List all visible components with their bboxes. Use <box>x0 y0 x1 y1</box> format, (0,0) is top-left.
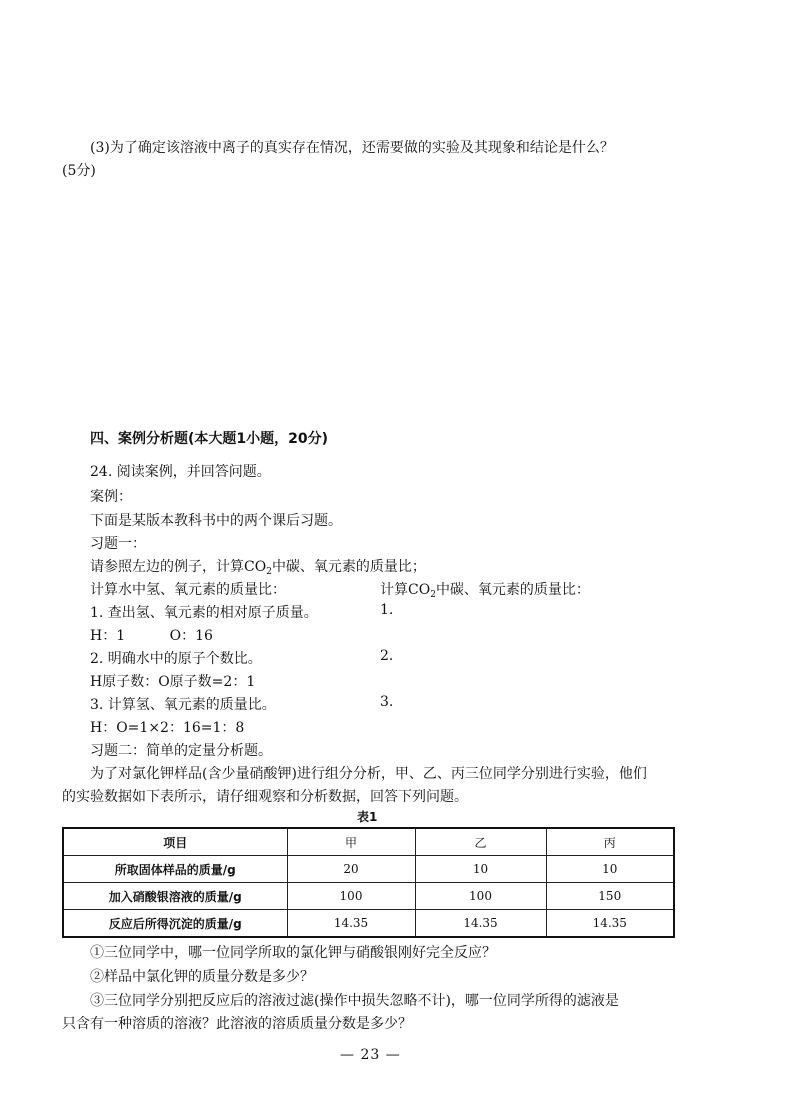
table-cell: 150 <box>546 883 674 910</box>
case-label: 案例： <box>90 489 132 505</box>
exercise-2-paragraph-line1: 为了对氯化钾样品(含少量硝酸钾)进行组分分析，甲、乙、丙三位同学分别进行实验，他们 <box>90 766 647 782</box>
question-3-line1: (3)为了确定该溶液中离子的真实存在情况，还需要做的实验及其现象和结论是什么？ <box>90 140 614 156</box>
example-heading: 计算水中氢、氧元素的质量比： <box>90 582 286 598</box>
table-cell-label: 所取固体样品的质量/g <box>63 856 287 883</box>
sub-question-3-line2: 只含有一种溶质的溶液？此溶液的溶质质量分数是多少？ <box>62 1016 412 1032</box>
page-number: — 23 — <box>340 1047 401 1063</box>
table-header-item: 项目 <box>63 828 287 856</box>
example-step-3: 3. 计算氢、氧元素的质量比。 <box>90 697 276 713</box>
case-intro: 下面是某版本教科书中的两个课后习题。 <box>90 513 342 529</box>
example-step-1: 1. 查出氢、氧元素的相对原子质量。 <box>90 605 318 621</box>
sub-question-2: ②样品中氯化钾的质量分数是多少？ <box>90 969 314 985</box>
practice-step-1: 1. <box>380 602 394 618</box>
table-cell-label: 反应后所得沉淀的质量/g <box>63 910 287 938</box>
table-row <box>63 883 674 910</box>
example-step-2-value: H原子数：O原子数=2：1 <box>90 674 256 690</box>
sub-question-1: ①三位同学中，哪一位同学所取的氯化钾与硝酸银刚好完全反应？ <box>90 945 496 961</box>
exercise-2-label: 习题二：简单的定量分析题。 <box>90 743 272 759</box>
table-cell: 100 <box>415 883 546 910</box>
practice-heading: 计算$CO_2$中碳、氧元素的质量比： <box>380 582 590 600</box>
table-header-row <box>63 828 674 856</box>
table-cell: 10 <box>415 856 546 883</box>
table-cell: 10 <box>546 856 674 883</box>
table-cell-label: 加入硝酸银溶液的质量/g <box>63 883 287 910</box>
data-table <box>62 827 675 938</box>
section-title: 四、案例分析题(本大题1小题，20分) <box>90 431 329 447</box>
table-row <box>63 910 674 938</box>
question-3-score: (5分) <box>62 163 96 179</box>
example-step-2: 2. 明确水中的原子个数比。 <box>90 651 262 667</box>
practice-step-2: 2. <box>380 648 394 664</box>
exercise-1-prompt: 请参照左边的例子，计算$CO_2$中碳、氧元素的质量比； <box>90 559 426 577</box>
table-header-bing: 丙 <box>546 828 674 856</box>
table-header-jia: 甲 <box>287 828 415 856</box>
exercise-1-label: 习题一： <box>90 536 146 552</box>
sub-question-3-line1: ③三位同学分别把反应后的溶液过滤(操作中损失忽略不计)，哪一位同学所得的滤液是 <box>90 993 619 1009</box>
example-step-1-value: H：1 O：16 <box>90 628 213 644</box>
table-cell: 14.35 <box>546 910 674 938</box>
table-cell: 100 <box>287 883 415 910</box>
table-cell: 20 <box>287 856 415 883</box>
table-cell: 14.35 <box>415 910 546 938</box>
table-row <box>63 856 674 883</box>
example-step-3-value: H：O=1×2：16=1：8 <box>90 720 245 736</box>
table-cell: 14.35 <box>287 910 415 938</box>
table-caption: 表1 <box>357 810 378 824</box>
exercise-2-paragraph-line2: 的实验数据如下表所示，请仔细观察和分析数据，回答下列问题。 <box>62 789 468 805</box>
table-header-yi: 乙 <box>415 828 546 856</box>
practice-step-3: 3. <box>380 694 394 710</box>
question-24-title: 24. 阅读案例，并回答问题。 <box>90 464 271 480</box>
